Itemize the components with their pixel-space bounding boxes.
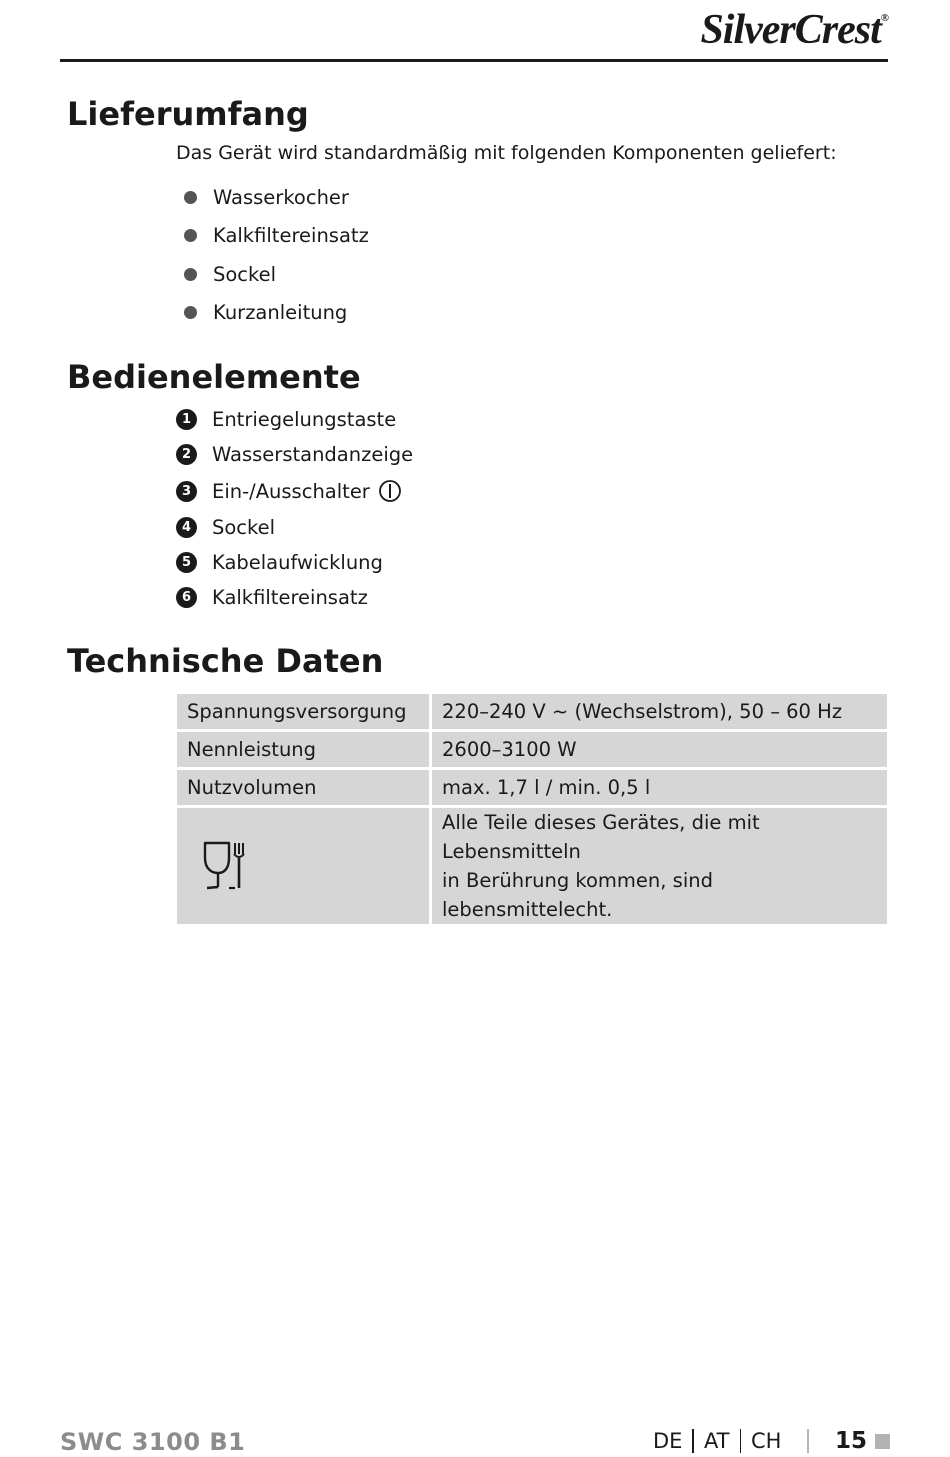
list-item-label: Kalkfiltereinsatz: [213, 224, 369, 248]
list-item-label: Ein-/Ausschalter: [212, 479, 370, 503]
table-row: [177, 694, 887, 729]
delivery-title: Lieferumfang: [67, 95, 309, 133]
header-rule: [60, 59, 888, 62]
list-item-label: Sockel: [212, 516, 276, 539]
bullet-dot-icon: [184, 229, 197, 242]
footer-country: DE: [652, 1429, 683, 1453]
controls-list: [176, 402, 413, 615]
list-item: [176, 510, 413, 545]
list-item: [176, 437, 413, 472]
list-item: [176, 294, 369, 333]
footer-country: CH: [751, 1429, 782, 1453]
list-item-label: Kurzanleitung: [213, 301, 348, 325]
table-row: [177, 770, 887, 805]
list-item-label: Entriegelungstaste: [212, 408, 397, 431]
food-note-line: Alle Teile dieses Gerätes, die mit Lebensmitteln: [442, 811, 760, 863]
list-item-label: Wasserstandanzeige: [212, 443, 414, 466]
list-item: [176, 217, 369, 256]
divider: [692, 1429, 694, 1453]
list-item: [176, 545, 413, 580]
table-row: [177, 732, 887, 767]
number-badge-icon: 3: [176, 481, 197, 502]
number-badge-icon: 2: [176, 444, 197, 465]
specs-title: Technische Daten: [67, 642, 384, 680]
table-cell-key: Spannungsversorgung: [177, 694, 432, 729]
table-cell-value: max. 1,7 l / min. 0,5 l: [432, 770, 887, 805]
controls-title: Bedienelemente: [67, 358, 361, 396]
table-cell-value: [432, 808, 887, 924]
brand-logo-text: SilverCrest: [700, 7, 881, 53]
food-note-line: in Berührung kommen, sind lebensmittelecht.: [442, 869, 713, 921]
food-safe-icon: [199, 840, 249, 892]
list-item: [176, 178, 369, 217]
list-item: [176, 402, 413, 437]
divider: [807, 1429, 809, 1453]
delivery-intro: Das Gerät wird standardmäßig mit folgenden Komponenten geliefert:: [176, 142, 837, 164]
number-badge-icon: 5: [176, 552, 197, 573]
number-badge-icon: 1: [176, 409, 197, 430]
specs-table: [177, 691, 887, 927]
table-row: [177, 808, 887, 924]
table-cell-key: Nutzvolumen: [177, 770, 432, 805]
number-badge-icon: 4: [176, 517, 197, 538]
table-cell-key: Nennleistung: [177, 732, 432, 767]
divider: [740, 1429, 742, 1453]
list-item-label: Sockel: [213, 262, 277, 286]
bullet-dot-icon: [184, 306, 197, 319]
bullet-dot-icon: [184, 191, 197, 204]
list-item-label: Kabelaufwicklung: [212, 551, 383, 574]
page-square-icon: [875, 1434, 890, 1449]
table-cell-value: 220–240 V ~ (Wechselstrom), 50 – 60 Hz: [432, 694, 887, 729]
page-number: 15: [834, 1428, 867, 1454]
table-cell-value: 2600–3100 W: [432, 732, 887, 767]
list-item-label: Kalkfiltereinsatz: [212, 586, 368, 609]
power-switch-icon: [378, 479, 402, 503]
list-item: [176, 255, 369, 294]
number-badge-icon: 6: [176, 587, 197, 608]
list-item: [176, 580, 413, 615]
delivery-list: [176, 178, 369, 332]
list-item: [176, 472, 413, 510]
brand-logo: [700, 6, 888, 54]
bullet-dot-icon: [184, 268, 197, 281]
footer-pagination: [653, 1428, 890, 1454]
table-cell-key: [177, 808, 432, 924]
footer-country: AT: [703, 1429, 730, 1453]
list-item-label: Wasserkocher: [213, 185, 349, 209]
registered-mark: ®: [880, 12, 888, 24]
footer-model: SWC 3100 B1: [60, 1428, 246, 1456]
